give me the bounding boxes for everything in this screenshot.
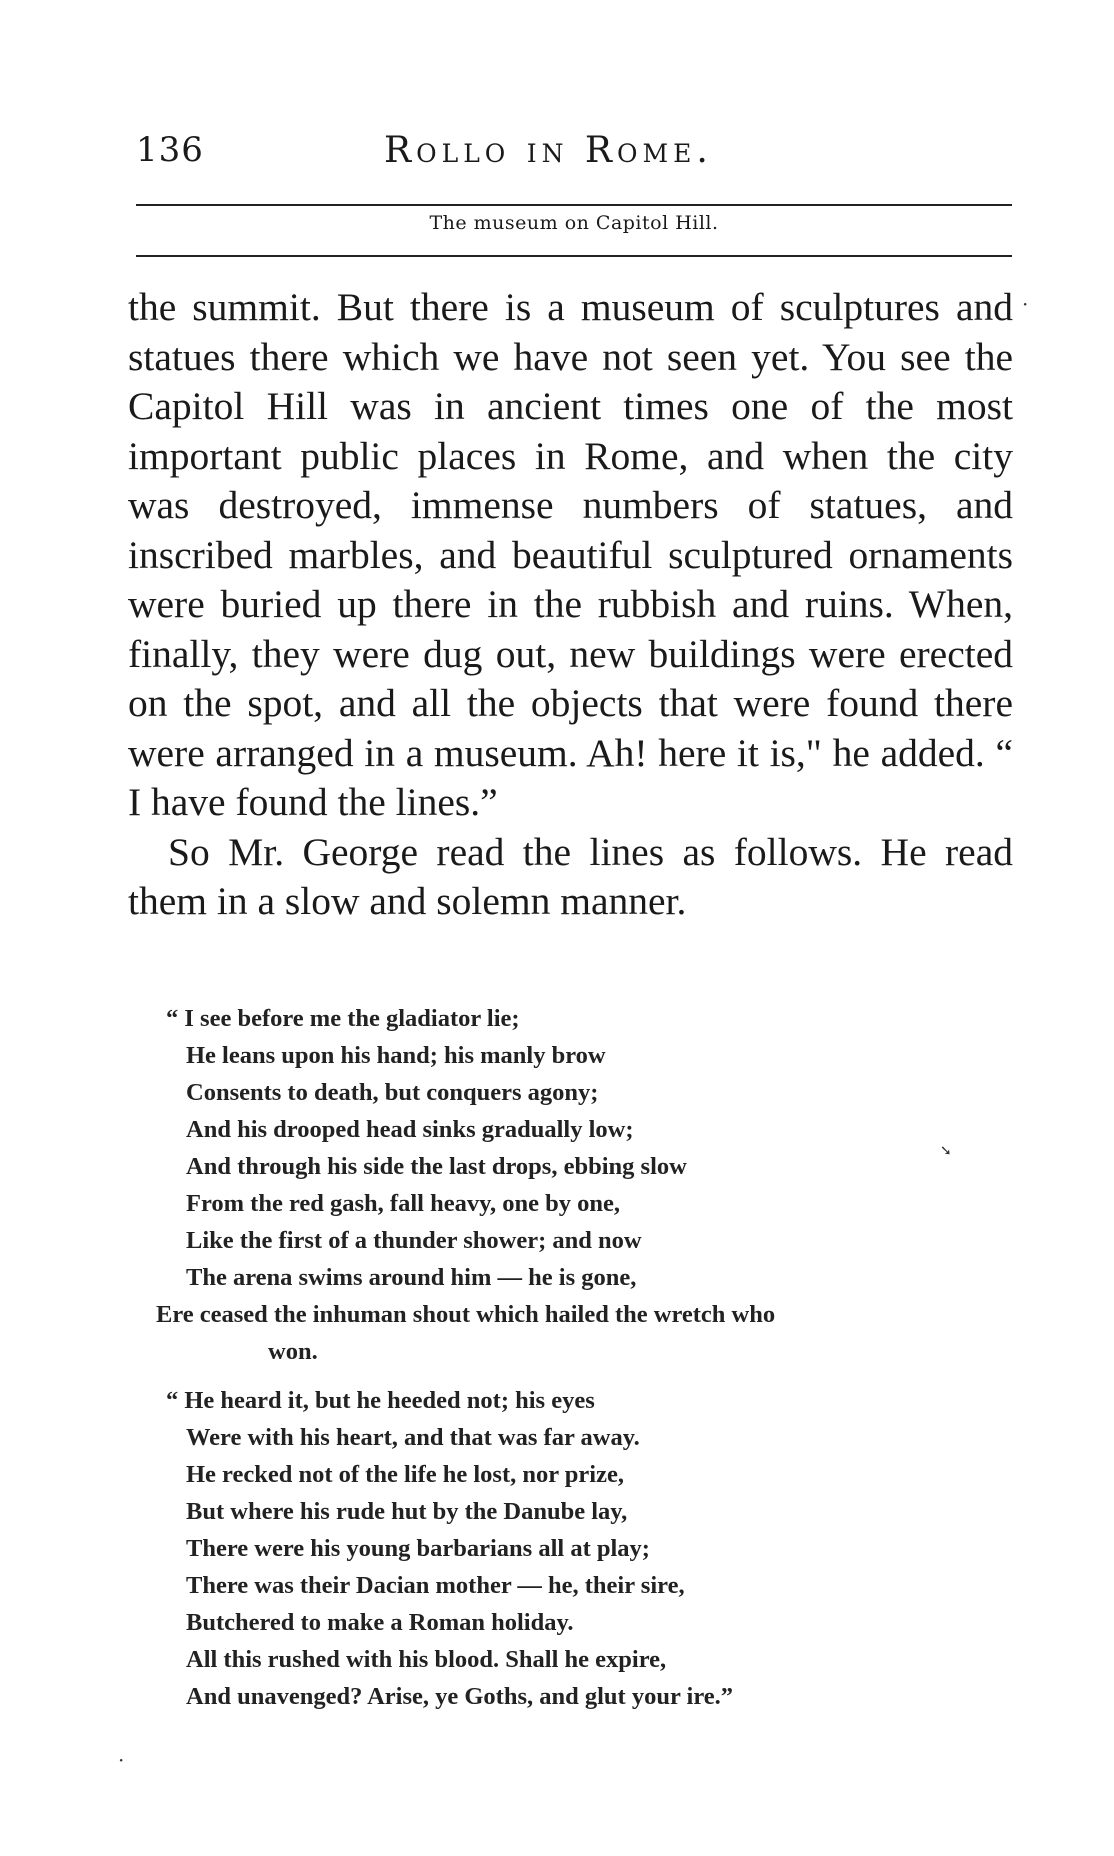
poem-line: There were his young barbarians all at play; — [186, 1535, 650, 1562]
poem-line: Were with his heart, and that was far away. — [186, 1424, 640, 1451]
poem-stanza — [150, 1000, 1020, 1370]
paragraph: the summit. But there is a museum of sculptures and statues there which we have not seen yet. You see the Capitol Hill was in ancient times one of the most important public places in Rome, and when the city was destroyed, immense numbers of statues, and inscribed marbles, and beautiful sculptured ornaments were buried up there in the rubbish and ruins. When, finally, they were dug out, new buildings were erected on the spot, and all the objects that were found there were arranged in a museum. Ah! here it is," he added. “ I have found the lines.” — [128, 285, 1013, 824]
poem-line: “ I see before me the gladiator lie; — [166, 1005, 520, 1032]
running-head — [136, 130, 1014, 184]
poem-line: He recked not of the life he lost, nor prize, — [186, 1461, 624, 1488]
poem-excerpt — [150, 1000, 1020, 1727]
poem-line: Ere ceased the inhuman shout which hailed the wretch who — [156, 1301, 776, 1328]
poem-line: Consents to death, but conquers agony; — [186, 1079, 599, 1106]
body-text — [128, 283, 1013, 927]
poem-line: From the red gash, fall heavy, one by one, — [186, 1190, 620, 1217]
section-subheading: The museum on Capitol Hill. — [429, 212, 719, 234]
poem-line: And unavenged? Arise, ye Goths, and glut your ire.” — [186, 1683, 734, 1710]
paragraph: So Mr. George read the lines as follows. He read them in a slow and solemn manner. — [128, 829, 1013, 923]
poem-line: And his drooped head sinks gradually low; — [186, 1116, 634, 1143]
print-speck: ➘ — [940, 1143, 952, 1159]
poem-line: All this rushed with his blood. Shall he expire, — [186, 1646, 667, 1673]
page-number: 136 — [136, 130, 204, 170]
poem-line: And through his side the last drops, ebbing slow — [186, 1153, 687, 1180]
poem-line: He leans upon his hand; his manly brow — [186, 1042, 606, 1069]
print-speck: · — [1022, 292, 1029, 316]
poem-line: Like the first of a thunder shower; and now — [186, 1227, 642, 1254]
poem-line: The arena swims around him — he is gone, — [186, 1264, 637, 1291]
poem-line: Butchered to make a Roman holiday. — [186, 1609, 574, 1636]
header-rule-top — [136, 204, 1012, 206]
poem-line-continuation: won. — [268, 1338, 318, 1365]
print-speck: · — [118, 1748, 125, 1772]
poem-line: “ He heard it, but he heeded not; his eyes — [166, 1387, 595, 1414]
poem-line: But where his rude hut by the Danube lay, — [186, 1498, 628, 1525]
poem-stanza — [150, 1382, 1020, 1715]
book-title: Rollo in Rome. — [384, 130, 713, 171]
poem-line: There was their Dacian mother — he, their sire, — [186, 1572, 685, 1599]
header-rule-bottom — [136, 255, 1012, 257]
